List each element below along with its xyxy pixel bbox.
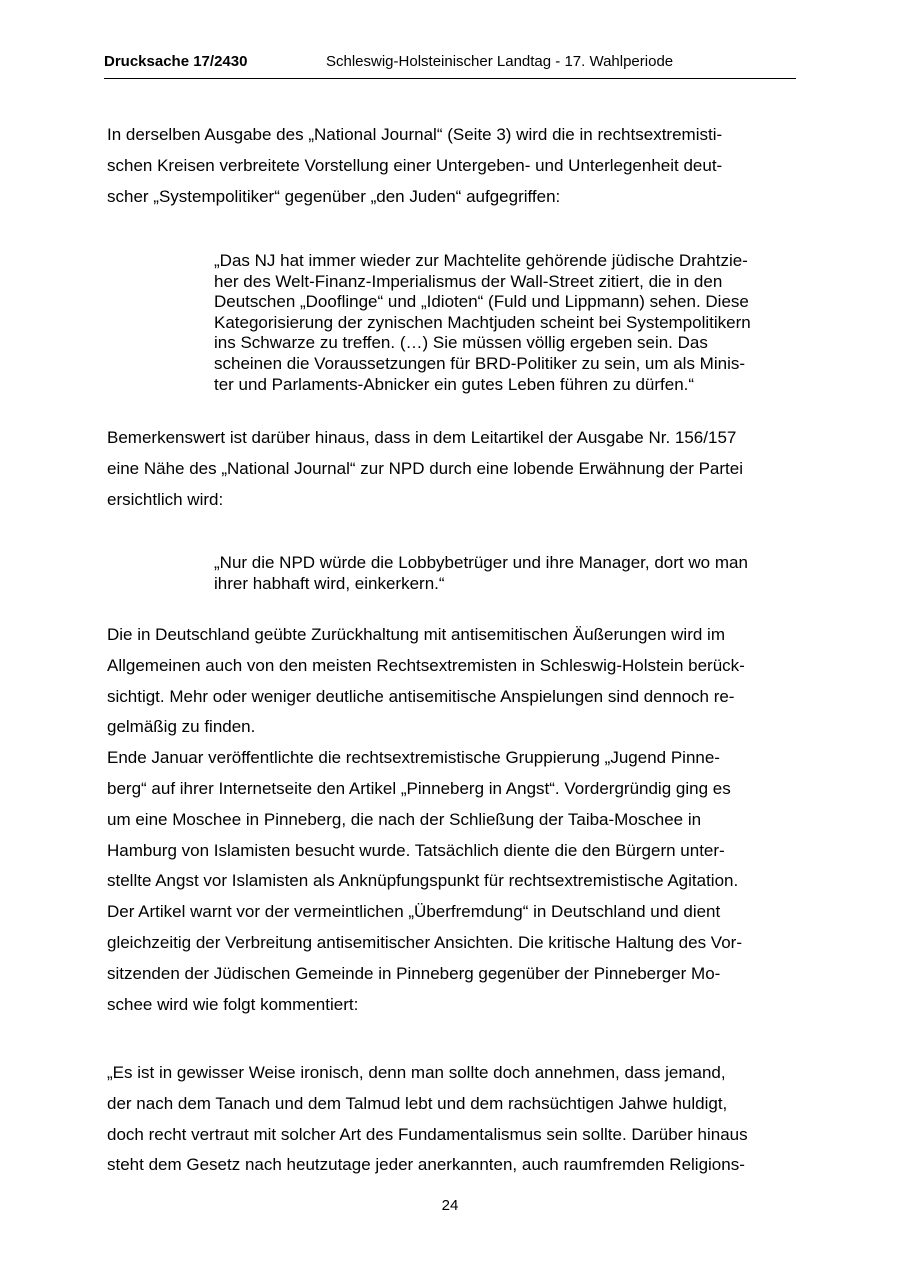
paragraph-antisemitism bbox=[107, 620, 797, 1020]
page-header bbox=[104, 50, 796, 79]
text-line: berg“ auf ihrer Internetseite den Artikel „Pinneberg in Angst“. Vordergründig ging es bbox=[107, 778, 731, 798]
text-line: schen Kreisen verbreitete Vorstellung einer Untergeben- und Unterlegenheit deut- bbox=[107, 155, 723, 175]
blockquote-national-journal bbox=[214, 251, 794, 395]
text-line: gelmäßig zu finden. bbox=[107, 717, 256, 737]
paragraph-npd-mention bbox=[107, 423, 797, 515]
quote-line: „Nur die NPD würde die Lobbybetrüger und ihre Manager, dort wo man bbox=[214, 553, 748, 572]
text-line: ersichtlich wird: bbox=[107, 489, 224, 509]
quote-line: scheinen die Voraussetzungen für BRD-Politiker zu sein, um als Minis- bbox=[214, 353, 746, 373]
text-line: der nach dem Tanach und dem Talmud lebt und dem rachsüchtigen Jahwe huldigt, bbox=[107, 1093, 728, 1113]
text-line: Bemerkenswert ist darüber hinaus, dass in dem Leitartikel der Ausgabe Nr. 156/157 bbox=[107, 428, 737, 447]
text-line: steht dem Gesetz nach heutzutage jeder anerkannten, auch raumfremden Religions- bbox=[107, 1155, 745, 1175]
text-line: gleichzeitig der Verbreitung antisemitischer Ansichten. Die kritische Haltung des Vor- bbox=[107, 932, 742, 952]
quote-line: her des Welt-Finanz-Imperialismus der Wall-Street zitiert, die in den bbox=[214, 271, 723, 291]
quote-line: ter und Parlaments-Abnicker ein gutes Leben führen zu dürfen.“ bbox=[214, 374, 695, 394]
text-line: Hamburg von Islamisten besucht wurde. Tatsächlich diente die den Bürgern unter- bbox=[107, 840, 725, 860]
text-line: scher „Systempolitiker“ gegenüber „den Juden“ aufgegriffen: bbox=[107, 186, 561, 206]
quote-line: ins Schwarze zu treffen. (…) Sie müssen völlig ergeben sein. Das bbox=[214, 333, 708, 353]
text-line: Die in Deutschland geübte Zurückhaltung mit antisemitischen Äußerungen wird im bbox=[107, 625, 725, 644]
blockquote-npd bbox=[214, 553, 794, 594]
text-line: Ende Januar veröffentlichte die rechtsextremistische Gruppierung „Jugend Pinne- bbox=[107, 748, 720, 768]
quote-line: „Das NJ hat immer wieder zur Machtelite gehörende jüdische Drahtzie- bbox=[214, 251, 748, 270]
text-line: um eine Moschee in Pinneberg, die nach der Schließung der Taiba-Moschee in bbox=[107, 809, 702, 829]
text-line: sichtigt. Mehr oder weniger deutliche antisemitische Anspielungen sind dennoch re- bbox=[107, 686, 735, 706]
document-source: Schleswig-Holsteinischer Landtag - 17. Wahlperiode bbox=[326, 53, 674, 70]
text-line: Der Artikel warnt vor der vermeintlichen „Überfremdung“ in Deutschland und dient bbox=[107, 902, 721, 922]
text-line: Allgemeinen auch von den meisten Rechtsextremisten in Schleswig-Holstein berück- bbox=[107, 655, 745, 675]
text-line: schee wird wie folgt kommentiert: bbox=[107, 994, 359, 1014]
text-line: doch recht vertraut mit solcher Art des Fundamentalismus sein sollte. Darüber hinaus bbox=[107, 1124, 748, 1144]
paragraph-quote-excerpt bbox=[107, 1058, 797, 1181]
text-line: sitzenden der Jüdischen Gemeinde in Pinneberg gegenüber der Pinneberger Mo- bbox=[107, 963, 721, 983]
quote-line: ihrer habhaft wird, einkerkern.“ bbox=[214, 573, 445, 593]
quote-line: Deutschen „Dooflinge“ und „Idioten“ (Fuld und Lippmann) sehen. Diese bbox=[214, 292, 749, 312]
quote-line: Kategorisierung der zynischen Machtjuden scheint bei Systempolitikern bbox=[214, 312, 751, 332]
page-number: 24 bbox=[441, 1197, 459, 1214]
text-line: eine Nähe des „National Journal“ zur NPD durch eine lobende Erwähnung der Partei bbox=[107, 458, 743, 478]
text-line: „Es ist in gewisser Weise ironisch, denn man sollte doch annehmen, dass jemand, bbox=[107, 1063, 726, 1082]
document-number: Drucksache 17/2430 bbox=[104, 53, 248, 70]
text-line: In derselben Ausgabe des „National Journal“ (Seite 3) wird die in rechtsextremisti- bbox=[107, 125, 723, 144]
paragraph-intro bbox=[107, 120, 797, 212]
text-line: stellte Angst vor Islamisten als Anknüpfungspunkt für rechtsextremistische Agitation. bbox=[107, 871, 739, 891]
